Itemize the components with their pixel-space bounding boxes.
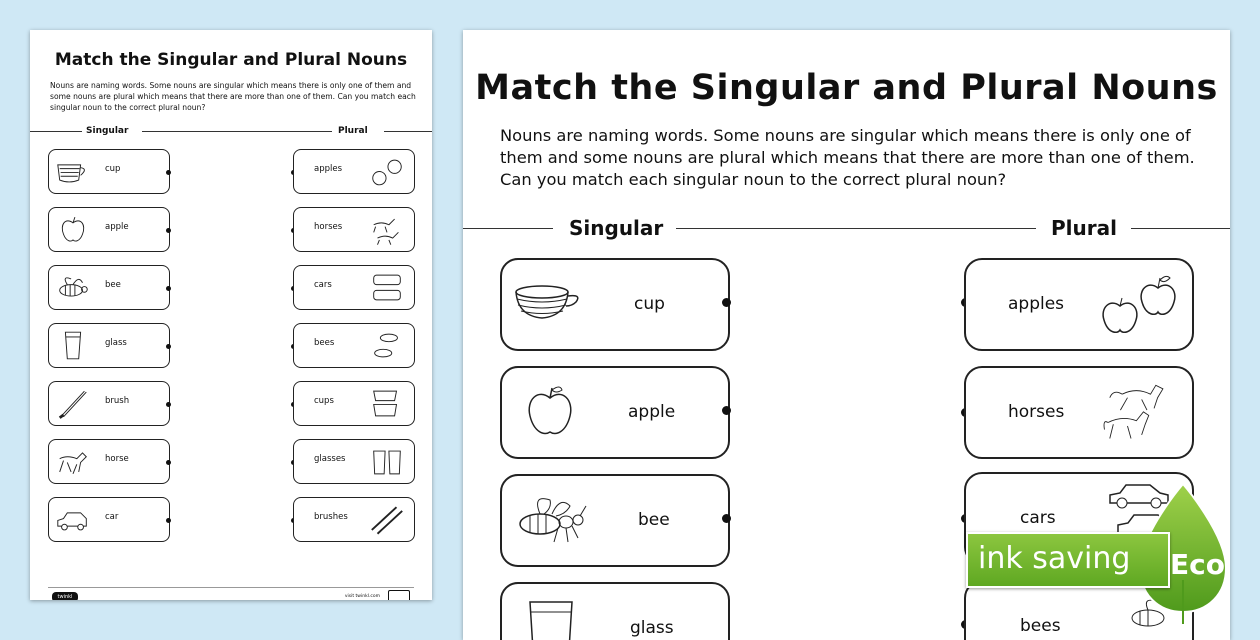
cup-icon xyxy=(54,155,92,188)
ink-saving-badge xyxy=(966,484,1256,624)
singular-label: glass xyxy=(105,338,127,348)
thumb-card-horse xyxy=(48,439,170,484)
footer-divider xyxy=(48,587,414,588)
singular-label: glass xyxy=(630,618,674,638)
thumb-card-cars xyxy=(293,265,415,310)
glass-icon xyxy=(54,329,92,362)
plural-label: cars xyxy=(1020,508,1056,528)
plural-label: apples xyxy=(314,164,343,174)
horse-icon xyxy=(54,445,92,478)
plural-label: glasses xyxy=(314,454,346,464)
match-dot[interactable] xyxy=(166,286,171,291)
badge-icon xyxy=(388,590,410,600)
plural-heading: Plural xyxy=(1051,216,1117,240)
singular-label: cup xyxy=(634,294,665,314)
plural-label: bees xyxy=(1020,616,1061,636)
thumb-card-apples xyxy=(293,149,415,194)
thumb-card-glass xyxy=(48,323,170,368)
bees-icon xyxy=(368,329,406,362)
apple-icon xyxy=(54,213,92,246)
horses-icon xyxy=(368,213,406,246)
thumbnail-intro: Nouns are naming words. Some nouns are singular which means there is only one of them and some nouns are plural which means that there are more than one of them. Can you match each singular noun to the correct plural noun? xyxy=(50,81,416,112)
cups-icon xyxy=(368,387,406,420)
glasses-icon xyxy=(368,445,406,478)
footer-url: visit twinkl.com xyxy=(344,594,380,599)
singular-label: car xyxy=(105,512,119,522)
cars-icon xyxy=(368,271,406,304)
thumb-card-cup xyxy=(48,149,170,194)
thumb-card-horses xyxy=(293,207,415,252)
match-dot[interactable] xyxy=(166,228,171,233)
plural-label: cups xyxy=(314,396,334,406)
glass-icon xyxy=(520,596,590,640)
match-dot[interactable] xyxy=(166,518,171,523)
thumb-card-brushes xyxy=(293,497,415,542)
card-apples xyxy=(964,258,1194,351)
horses-icon xyxy=(1096,380,1182,442)
plural-label: bees xyxy=(314,338,335,348)
thumb-card-bee xyxy=(48,265,170,310)
divider xyxy=(142,131,332,132)
match-dot[interactable] xyxy=(166,460,171,465)
card-cup xyxy=(500,258,730,351)
car-icon xyxy=(54,503,92,536)
match-dot[interactable] xyxy=(166,344,171,349)
twinkl-logo: twinkl xyxy=(52,592,78,600)
plural-label: cars xyxy=(314,280,332,290)
divider xyxy=(676,228,1036,229)
thumbnail-worksheet[interactable] xyxy=(30,30,432,600)
apples-icon xyxy=(1098,272,1180,334)
singular-label: apple xyxy=(628,402,676,422)
card-apple xyxy=(500,366,730,459)
cup-icon xyxy=(510,272,580,334)
thumb-card-brush xyxy=(48,381,170,426)
plural-label: horses xyxy=(1008,402,1065,422)
match-dot[interactable] xyxy=(166,402,171,407)
card-bee xyxy=(500,474,730,567)
thumb-card-glasses xyxy=(293,439,415,484)
thumb-card-bees xyxy=(293,323,415,368)
apple-icon xyxy=(516,380,586,442)
divider xyxy=(384,131,432,132)
singular-label: apple xyxy=(105,222,129,232)
card-horses xyxy=(964,366,1194,459)
singular-label: horse xyxy=(105,454,129,464)
singular-label: brush xyxy=(105,396,130,406)
page-title: Match the Singular and Plural Nouns xyxy=(475,68,1218,108)
ink-saving-label: ink saving xyxy=(978,541,1131,576)
eco-label: Eco xyxy=(1170,548,1225,581)
singular-label: bee xyxy=(638,510,670,530)
match-dot[interactable] xyxy=(166,170,171,175)
plural-label: brushes xyxy=(314,512,348,522)
thumb-card-apple xyxy=(48,207,170,252)
thumbnail-plural-heading: Plural xyxy=(338,126,368,136)
plural-label: apples xyxy=(1008,294,1065,314)
match-dot[interactable] xyxy=(722,514,731,523)
bee-icon xyxy=(510,488,590,550)
divider xyxy=(1131,228,1230,229)
thumb-card-car xyxy=(48,497,170,542)
brush-icon xyxy=(54,387,92,420)
plural-label: horses xyxy=(314,222,343,232)
divider xyxy=(463,228,553,229)
intro-text: Nouns are naming words. Some nouns are singular which means there is only one of them and some nouns are plural which means that there are more than one of them. Can you match each singular noun to the correct plural noun? xyxy=(500,126,1195,189)
singular-label: bee xyxy=(105,280,121,290)
singular-heading: Singular xyxy=(569,216,664,240)
thumbnail-title: Match the Singular and Plural Nouns xyxy=(54,50,408,70)
card-glass xyxy=(500,582,730,640)
bee-icon xyxy=(54,271,92,304)
singular-label: cup xyxy=(105,164,121,174)
thumb-card-cups xyxy=(293,381,415,426)
match-dot[interactable] xyxy=(722,298,731,307)
apples-icon xyxy=(368,155,406,188)
divider xyxy=(30,131,82,132)
brushes-icon xyxy=(368,503,406,536)
thumbnail-singular-heading: Singular xyxy=(86,126,129,136)
match-dot[interactable] xyxy=(722,406,731,415)
